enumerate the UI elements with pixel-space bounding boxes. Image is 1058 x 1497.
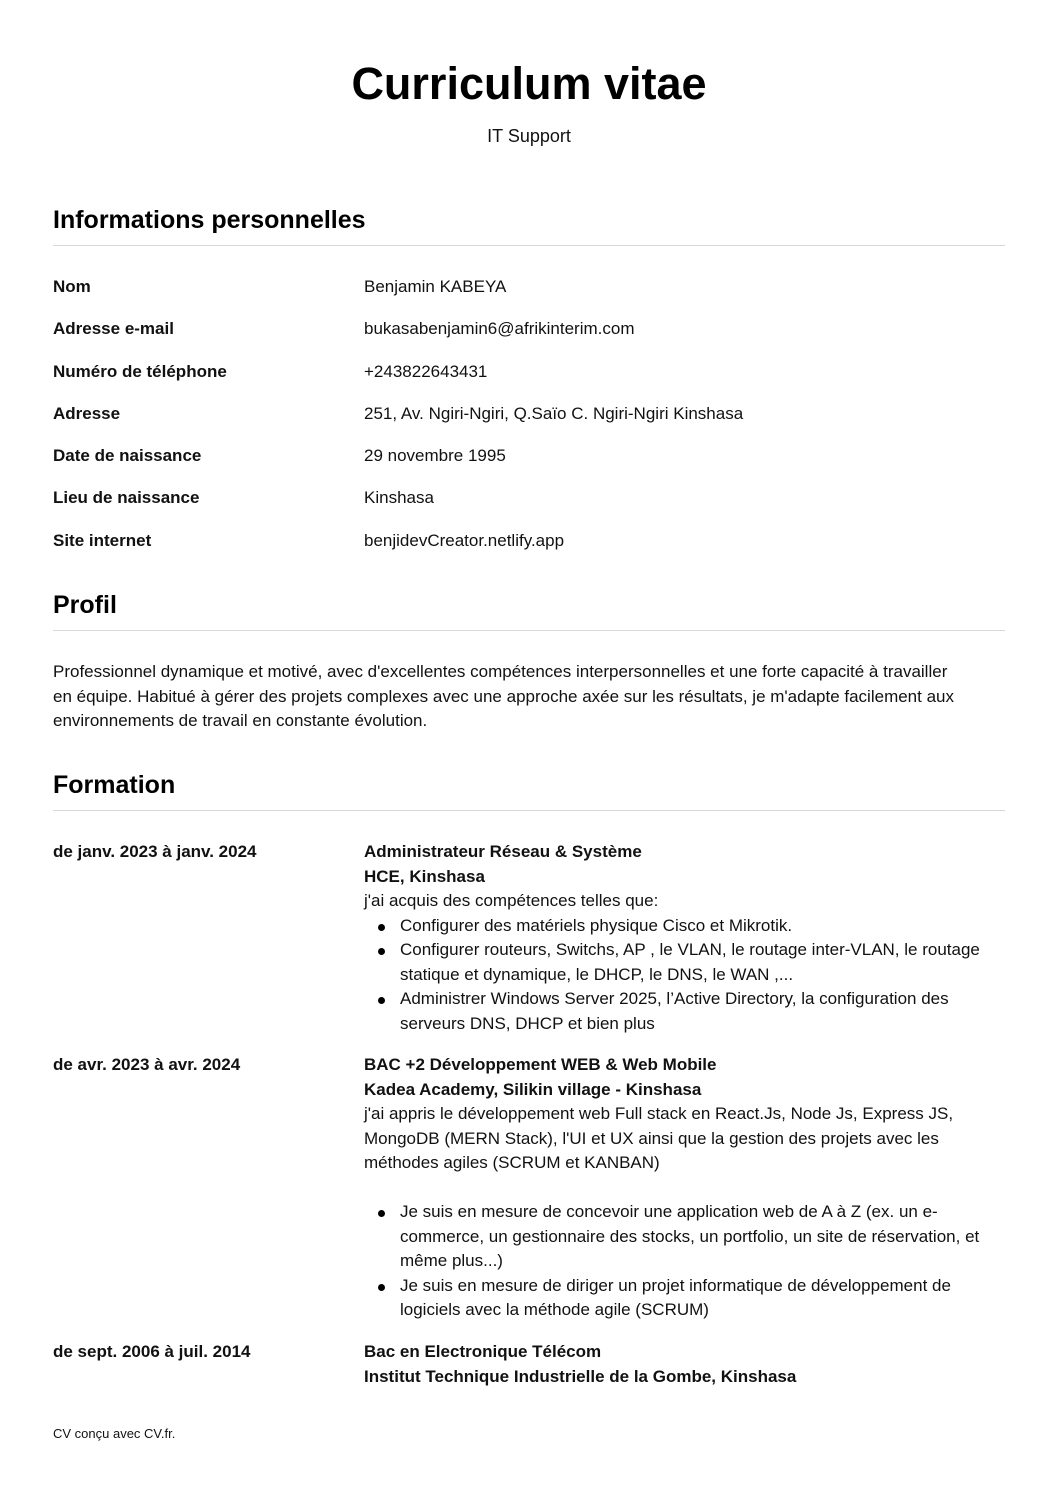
education-bullets: [364, 1200, 1005, 1323]
education-date: de janv. 2023 à janv. 2024: [53, 842, 257, 861]
education-institution: Kadea Academy, Silikin village - Kinshasa: [364, 1079, 702, 1099]
field-value: Benjamin KABEYA: [364, 277, 507, 296]
paragraph-spacer: [364, 1176, 1005, 1201]
bullet-item: Configurer routeurs, Switchs, AP , le VLAN, le routage inter-VLAN, le routage statique et dynamique, le DHCP, le DNS, le WAN ,...: [364, 938, 1005, 987]
profile-text: [53, 660, 1005, 734]
education-title: BAC +2 Développement WEB & Web Mobile: [364, 1055, 717, 1074]
education-intro: j'ai acquis des compétences telles que:: [364, 891, 659, 910]
education-institution: Institut Technique Industrielle de la Gombe, Kinshasa: [364, 1366, 797, 1386]
section-heading-profile: Profil: [53, 590, 1005, 631]
website-link[interactable]: benjidevCreator.netlify.app: [364, 531, 565, 550]
section-heading-education: Formation: [53, 770, 1005, 811]
field-value: bukasabenjamin6@afrikinterim.com: [364, 319, 635, 338]
education-date: de sept. 2006 à juil. 2014: [53, 1342, 251, 1361]
section-heading-personal: Informations personnelles: [53, 205, 1005, 246]
page-subtitle: IT Support: [487, 126, 571, 146]
field-label: Numéro de téléphone: [53, 362, 227, 381]
education-institution: HCE, Kinshasa: [364, 866, 485, 886]
field-label: Adresse: [53, 404, 121, 423]
page-title: Curriculum vitae: [351, 58, 707, 109]
footer-credit: CV conçu avec CV.fr.: [53, 1426, 176, 1441]
bullet-item: Je suis en mesure de diriger un projet informatique de développement de logiciels avec la méthode agile (SCRUM): [364, 1274, 1005, 1323]
field-label: Lieu de naissance: [53, 488, 200, 507]
education-title: Administrateur Réseau & Système: [364, 842, 642, 861]
bullet-item: Je suis en mesure de concevoir une application web de A à Z (ex. un e-commerce, un gestionnaire des stocks, un portfolio, un site de réservation, et même plus...): [364, 1200, 1005, 1274]
bullet-item: Configurer des matériels physique Cisco et Mikrotik.: [364, 914, 1005, 939]
field-label: Site internet: [53, 531, 152, 550]
bullet-item: Administrer Windows Server 2025, l’Active Directory, la configuration des serveurs DNS, DHCP et bien plus: [364, 987, 1005, 1036]
field-value: Kinshasa: [364, 488, 434, 507]
field-label: Adresse e-mail: [53, 319, 174, 338]
education-intro: j'ai appris le développement web Full stack en React.Js, Node Js, Express JS, MongoDB (MERN Stack), l'UI et UX ainsi que la gestion des projets avec les méthodes agiles (SCRUM et KANBAN): [364, 1104, 954, 1172]
education-content: [364, 1340, 1005, 1389]
field-value: +243822643431: [364, 362, 488, 381]
field-label: Nom: [53, 277, 91, 296]
education-bullets: [364, 914, 1005, 1037]
profile-line: en équipe. Habitué à gérer des projets complexes avec une approche axée sur les résultats, je m'adapte facilement aux: [53, 686, 954, 706]
field-value: 251, Av. Ngiri-Ngiri, Q.Saïo C. Ngiri-Ngiri Kinshasa: [364, 404, 744, 423]
education-date: de avr. 2023 à avr. 2024: [53, 1055, 241, 1074]
field-value: 29 novembre 1995: [364, 446, 506, 465]
profile-line: Professionnel dynamique et motivé, avec d'excellentes compétences interpersonnelles et une forte capacité à travailler: [53, 662, 948, 681]
profile-line: environnements de travail en constante évolution.: [53, 711, 428, 730]
education-content: [364, 840, 1005, 1036]
field-label: Date de naissance: [53, 446, 202, 465]
education-title: Bac en Electronique Télécom: [364, 1342, 602, 1361]
education-content: [364, 1053, 1005, 1323]
